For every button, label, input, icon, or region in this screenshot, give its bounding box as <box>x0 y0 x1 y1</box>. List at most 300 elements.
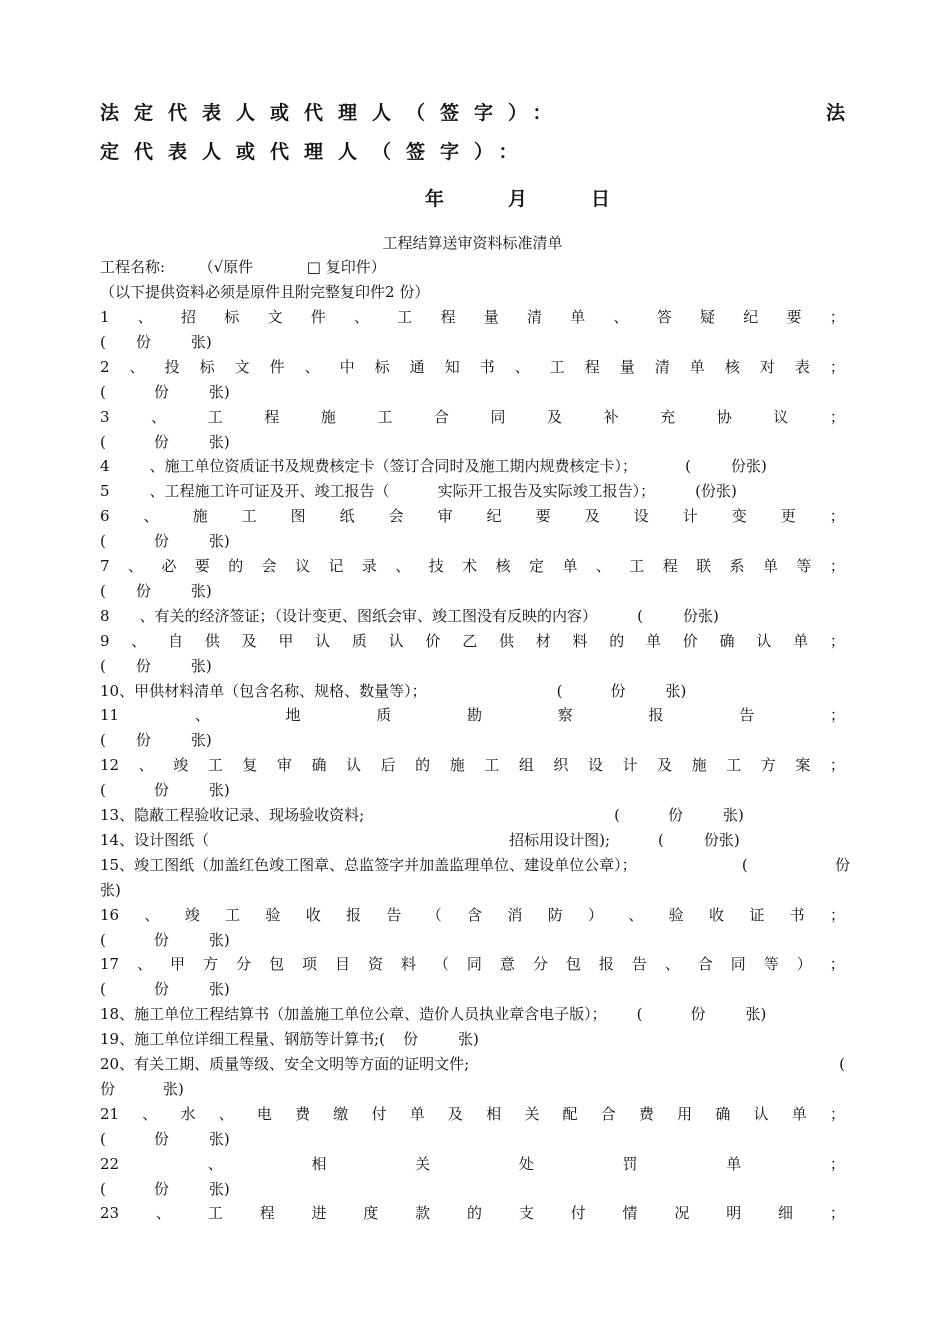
line-token: 材 <box>535 631 551 650</box>
line-token: 告 <box>386 905 402 924</box>
line-token: 19、施工单位详细工程量、钢筋等计算书;( <box>100 1030 385 1049</box>
line-token: 程 <box>259 1204 275 1223</box>
line-token: 张) <box>723 806 744 824</box>
line-token: 收 <box>709 905 725 924</box>
line-token: 知 <box>444 357 460 376</box>
line-token: 份 <box>153 432 169 451</box>
checklist-line <box>100 880 121 900</box>
line-token: 收 <box>305 905 321 924</box>
line-token: 的 <box>228 557 244 575</box>
line-token: 分 <box>532 955 548 974</box>
date-month: 月 <box>508 188 528 210</box>
line-token: 缴 <box>333 1104 349 1123</box>
line-token: 协 <box>716 407 732 426</box>
line-token: 变 <box>731 507 747 526</box>
line-token: 认 <box>753 1104 769 1123</box>
checklist-line <box>100 656 212 676</box>
checklist-line <box>100 307 845 327</box>
line-token: 单 <box>726 1154 742 1173</box>
line-token: 标 <box>224 308 240 326</box>
line-token: 意 <box>499 955 515 974</box>
line-token: 、 <box>628 905 644 924</box>
line-token: 等 <box>763 955 779 974</box>
line-token: ( <box>100 532 106 551</box>
checklist-line <box>100 1104 845 1124</box>
line-token: 合 <box>433 407 449 426</box>
line-token: 付 <box>570 1204 586 1223</box>
line-token: 告 <box>631 955 647 974</box>
line-token: 报 <box>346 905 362 924</box>
line-token: 、 <box>664 955 680 974</box>
line-token: 1 <box>100 308 110 326</box>
checklist-line <box>100 332 212 352</box>
line-token: 5 <box>100 482 110 501</box>
line-token: 招 <box>181 308 197 326</box>
checklist-line <box>100 979 230 999</box>
line-token: 、 <box>131 631 147 650</box>
checklist-line <box>100 905 845 925</box>
line-token: ( <box>100 656 106 675</box>
line-token: 清 <box>527 308 543 326</box>
line-token: 费 <box>638 1104 654 1123</box>
line-token: 及 <box>547 407 563 426</box>
line-token: 方 <box>760 756 776 775</box>
checklist-line <box>100 1129 230 1149</box>
line-token: 份 <box>668 806 684 824</box>
line-token: 8 <box>100 606 110 625</box>
line-token: 进 <box>311 1204 327 1223</box>
line-token: ； <box>829 357 845 376</box>
line-token: 项 <box>301 955 317 974</box>
line-token: 关 <box>415 1154 431 1173</box>
checklist-line <box>100 1004 766 1024</box>
line-token: 的 <box>415 756 431 775</box>
line-token: 罚 <box>622 1154 638 1173</box>
line-token: 、 <box>138 756 154 775</box>
line-token: 及 <box>657 756 673 775</box>
line-token: 、有关的经济签证；（设计变更、图纸会审、竣工图没有反映的内容） <box>139 606 598 625</box>
line-token: ； <box>829 1204 845 1223</box>
signature-line-2: 定代表人或代理人（签字）： <box>100 141 533 163</box>
line-token: 13、隐蔽工程验收记录、现场验收资料; <box>100 806 365 824</box>
line-token: 实际开工报告及实际竣工报告）； <box>437 482 656 501</box>
line-token: 文 <box>234 357 250 376</box>
line-token: 文 <box>267 308 283 326</box>
line-token: 确 <box>311 756 327 775</box>
line-token: 、 <box>142 1104 158 1123</box>
line-token: 竣 <box>173 756 189 775</box>
line-token: ； <box>829 1154 845 1173</box>
checklist-line <box>100 1203 845 1223</box>
line-token: 用 <box>677 1104 693 1123</box>
line-token: 案 <box>795 756 811 775</box>
line-token: 张) <box>715 482 737 501</box>
checklist-line <box>100 432 230 452</box>
line-token: 确 <box>715 1104 731 1123</box>
line-token: 料 <box>400 955 416 974</box>
line-token: 6 <box>100 507 110 526</box>
line-token: 同 <box>730 955 746 974</box>
line-token: 张) <box>697 606 719 625</box>
line-token: 、 <box>137 955 153 974</box>
line-token: 施 <box>691 756 707 775</box>
checklist-line <box>100 755 845 775</box>
line-token: 、 <box>151 407 167 426</box>
line-token: 书 <box>479 357 495 376</box>
date-year: 年 <box>425 188 445 210</box>
line-token: 情 <box>622 1204 638 1223</box>
line-token: ） <box>588 905 604 924</box>
line-token: 量 <box>483 308 499 326</box>
line-token: 联 <box>696 557 712 575</box>
checklist-line <box>100 531 230 551</box>
checklist-line <box>100 407 845 427</box>
line-token: 份 <box>153 1129 169 1148</box>
line-token: （ <box>433 955 449 974</box>
line-token: ( <box>100 581 106 600</box>
line-token: ( <box>100 731 106 750</box>
line-token: ( <box>100 781 106 800</box>
line-token: 甲 <box>170 955 186 974</box>
line-token: 竣 <box>184 905 200 924</box>
line-token: 自 <box>168 631 184 650</box>
line-token: 要 <box>786 308 802 326</box>
line-token: 充 <box>660 407 676 426</box>
line-token: 认 <box>756 631 772 650</box>
line-token: 工 <box>225 905 241 924</box>
line-token: 11 <box>100 706 120 725</box>
line-token: 报 <box>648 706 664 725</box>
line-token: 施 <box>192 507 208 526</box>
line-token: 会 <box>261 557 277 575</box>
line-token: ； <box>829 507 845 526</box>
line-token: 工 <box>207 1204 223 1223</box>
line-token: （ <box>426 905 442 924</box>
line-token: 验 <box>265 905 281 924</box>
line-token: 书 <box>789 905 805 924</box>
line-token: 认 <box>346 756 362 775</box>
line-token: 同 <box>466 955 482 974</box>
line-token: ( <box>685 457 691 476</box>
line-token: 证 <box>749 905 765 924</box>
line-token: 工 <box>241 507 257 526</box>
line-token: 、工程施工许可证及开、竣工报告（ <box>149 482 390 501</box>
line-token: 、 <box>595 557 611 575</box>
line-token: 招标用设计图); <box>509 830 611 849</box>
line-token: 的 <box>466 1204 482 1223</box>
line-token: 分 <box>236 955 252 974</box>
line-token: 14、设计图纸（ <box>100 830 210 849</box>
line-token: 单 <box>689 357 705 376</box>
line-token: 9 <box>100 631 110 650</box>
line-token: 合 <box>697 955 713 974</box>
line-token: 清 <box>654 357 670 376</box>
line-token: 16 <box>100 905 120 924</box>
line-token: 察 <box>557 706 573 725</box>
line-token: 、 <box>207 1154 223 1173</box>
line-token: 供 <box>498 631 514 650</box>
line-token: 认 <box>388 631 404 650</box>
line-token: ( <box>658 830 664 849</box>
line-token: ； <box>829 756 845 775</box>
line-token: 份 <box>153 980 169 999</box>
line-token: 张) <box>190 656 212 675</box>
signature-label: 法定代表人或代理人（签字）： <box>100 102 567 124</box>
line-token: 份 <box>153 781 169 800</box>
line-token: 细 <box>778 1204 794 1223</box>
checklist-line <box>100 606 719 626</box>
line-token: 及 <box>447 1104 463 1123</box>
line-token: 张) <box>208 930 230 949</box>
checklist-line <box>100 1179 230 1199</box>
line-token: ( <box>100 930 106 949</box>
line-token: 资 <box>367 955 383 974</box>
line-token: 料 <box>572 631 588 650</box>
line-token: 3 <box>100 407 110 426</box>
line-token: 、 <box>514 357 530 376</box>
line-token: 23 <box>100 1204 120 1223</box>
line-token: 份 <box>153 532 169 551</box>
line-token: 4 <box>100 457 110 476</box>
line-token: ( <box>100 980 106 999</box>
checklist-line <box>100 1079 184 1099</box>
line-token: ( <box>100 332 106 351</box>
line-token: ( <box>695 482 701 501</box>
line-token: 张) <box>208 382 230 401</box>
line-token: ； <box>829 631 845 650</box>
line-token: 、 <box>194 706 210 725</box>
checklist-line <box>100 382 230 402</box>
line-token: 张) <box>190 581 212 600</box>
line-token: 份 <box>153 930 169 949</box>
line-token: 后 <box>380 756 396 775</box>
line-token: 、 <box>127 557 143 575</box>
checklist-line <box>100 681 686 701</box>
line-token: 明 <box>726 1204 742 1223</box>
line-token: 、 <box>144 905 160 924</box>
project-name-label: 工程名称: <box>100 258 166 276</box>
line-token: 必 <box>161 557 177 575</box>
line-token: 工 <box>726 756 742 775</box>
line-token: 会 <box>388 507 404 526</box>
line-token: ( <box>614 806 621 824</box>
line-token: 相 <box>486 1104 502 1123</box>
line-token: 议 <box>773 407 789 426</box>
line-token: 2 <box>100 357 110 376</box>
line-token: 疑 <box>700 308 716 326</box>
line-token: 关 <box>524 1104 540 1123</box>
line-token: 付 <box>371 1104 387 1123</box>
line-token: 供 <box>204 631 220 650</box>
line-token: 单 <box>646 631 662 650</box>
line-token: 电 <box>256 1104 272 1123</box>
line-token: ( <box>556 681 563 700</box>
checklist-line <box>100 631 845 651</box>
line-token: 答 <box>656 308 672 326</box>
line-token: 张) <box>718 830 740 849</box>
line-token: 张) <box>208 980 230 999</box>
line-token: ( <box>100 432 106 451</box>
line-token: 更 <box>780 507 796 526</box>
line-token: 纸 <box>339 507 355 526</box>
line-token: 份 <box>135 656 151 675</box>
line-token: 工 <box>549 357 565 376</box>
checklist-line <box>100 780 230 800</box>
line-token: 20、有关工期、质量等级、安全文明等方面的证明文件; <box>100 1055 470 1073</box>
line-token: 对 <box>759 357 775 376</box>
line-token: 份 <box>700 482 716 501</box>
line-token: 份 <box>703 830 719 849</box>
signature-line-1 <box>100 98 845 125</box>
line-token: 、 <box>395 557 411 575</box>
line-token: 计 <box>622 756 638 775</box>
line-token: 张) <box>745 1005 767 1024</box>
line-token: 标 <box>199 357 215 376</box>
checklist-line <box>100 805 744 825</box>
line-token: 核 <box>724 357 740 376</box>
line-token: 单 <box>791 1104 807 1123</box>
line-token: 张) <box>745 457 767 476</box>
checklist-line <box>100 556 845 576</box>
line-token: 工 <box>207 756 223 775</box>
line-token: 审 <box>276 756 292 775</box>
line-token: 、施工单位资质证书及规费核定卡（签订合同时及施工期内规费核定卡）； <box>149 457 638 476</box>
line-token: 份 <box>690 1005 706 1024</box>
line-token: 确 <box>719 631 735 650</box>
line-token: 15、竣工图纸（加盖红色竣工图章、总监签字并加盖监理单位、建设单位公章）； <box>100 855 637 874</box>
line-token: 配 <box>562 1104 578 1123</box>
line-token: 乙 <box>462 631 478 650</box>
line-token: 的 <box>609 631 625 650</box>
line-token: 要 <box>194 557 210 575</box>
line-token: ） <box>796 955 812 974</box>
line-token: 况 <box>674 1204 690 1223</box>
line-token: 量 <box>619 357 635 376</box>
line-token: ； <box>829 706 845 725</box>
line-token: ； <box>829 308 845 326</box>
date-line <box>425 184 674 211</box>
line-token: 审 <box>437 507 453 526</box>
line-token: 张) <box>208 432 230 451</box>
line-token: 份 <box>730 457 746 476</box>
line-token: 份 <box>834 855 850 874</box>
line-token: ； <box>829 905 845 924</box>
line-token: 、 <box>143 507 159 526</box>
line-token: 甲 <box>278 631 294 650</box>
line-token: 份 <box>153 1179 169 1198</box>
line-token: 质 <box>376 706 392 725</box>
line-token: 张) <box>208 532 230 551</box>
line-token: 目 <box>334 955 350 974</box>
line-token: ( <box>100 382 106 401</box>
line-token: 份 <box>100 1079 116 1098</box>
line-token: 份 <box>153 382 169 401</box>
line-token: 张) <box>190 731 212 750</box>
line-token: 单 <box>409 1104 425 1123</box>
line-token: 要 <box>535 507 551 526</box>
line-token: 纪 <box>486 507 502 526</box>
line-token: 张) <box>100 880 121 899</box>
line-token: 18、施工单位工程结算书（加盖施工单位公章、造价人员执业章含电子版）； <box>100 1005 607 1024</box>
line-token: 纪 <box>743 308 759 326</box>
line-token: 水 <box>180 1104 196 1123</box>
checklist-line <box>100 1029 479 1049</box>
line-token: 张) <box>208 1179 230 1198</box>
line-token: 包 <box>565 955 581 974</box>
line-token: 核 <box>495 557 511 575</box>
line-token: 单 <box>562 557 578 575</box>
line-token: 份 <box>135 332 151 351</box>
line-token: 程 <box>264 407 280 426</box>
line-token: 合 <box>600 1104 616 1123</box>
document-title: 工程结算送审资料标准清单 <box>382 234 563 252</box>
line-token: ( <box>100 1179 106 1198</box>
line-token: 及 <box>241 631 257 650</box>
line-token: 补 <box>603 407 619 426</box>
checklist-line <box>100 506 845 526</box>
line-token: 织 <box>553 756 569 775</box>
line-token: 相 <box>311 1154 327 1173</box>
line-token: 单 <box>793 631 809 650</box>
line-token: 、 <box>137 308 153 326</box>
line-token: 程 <box>440 308 456 326</box>
line-token: 件 <box>269 357 285 376</box>
line-token: 、 <box>155 1204 171 1223</box>
line-token: 度 <box>363 1204 379 1223</box>
line-token: 21 <box>100 1104 120 1123</box>
line-token: 件 <box>310 308 326 326</box>
line-token: 价 <box>425 631 441 650</box>
line-token: 记 <box>328 557 344 575</box>
line-token: 防 <box>547 905 563 924</box>
line-token: 告 <box>739 706 755 725</box>
line-token: 施 <box>449 756 465 775</box>
original-checkbox: （√原件 <box>198 258 254 276</box>
line-token: 图 <box>290 507 306 526</box>
line-token: ； <box>829 955 845 974</box>
line-token: 22 <box>100 1154 120 1173</box>
line-token: 7 <box>100 557 110 575</box>
line-token: 工 <box>629 557 645 575</box>
checklist-line <box>100 581 212 601</box>
line-token: ( <box>637 606 643 625</box>
line-token: 费 <box>295 1104 311 1123</box>
line-token: 包 <box>269 955 285 974</box>
line-token: ( <box>839 1055 845 1073</box>
line-token: 设 <box>587 756 603 775</box>
checklist-line <box>100 1054 845 1074</box>
line-token: 款 <box>415 1204 431 1223</box>
line-token: ； <box>829 1104 845 1123</box>
line-token: 工 <box>207 407 223 426</box>
line-token: 勘 <box>467 706 483 725</box>
line-token: 程 <box>662 557 678 575</box>
line-token: 组 <box>518 756 534 775</box>
line-token: 工 <box>377 407 393 426</box>
line-token: ( <box>741 855 748 874</box>
line-token: 份 <box>135 731 151 750</box>
line-token: 单 <box>570 308 586 326</box>
line-token: 消 <box>507 905 523 924</box>
line-token: 验 <box>668 905 684 924</box>
line-token: 投 <box>164 357 180 376</box>
line-token: 、 <box>613 308 629 326</box>
line-token: 认 <box>315 631 331 650</box>
line-token: 张) <box>163 1079 184 1098</box>
signature-continuation: 法 <box>825 102 845 124</box>
checklist-line <box>100 1154 845 1174</box>
line-token: 、 <box>304 357 320 376</box>
